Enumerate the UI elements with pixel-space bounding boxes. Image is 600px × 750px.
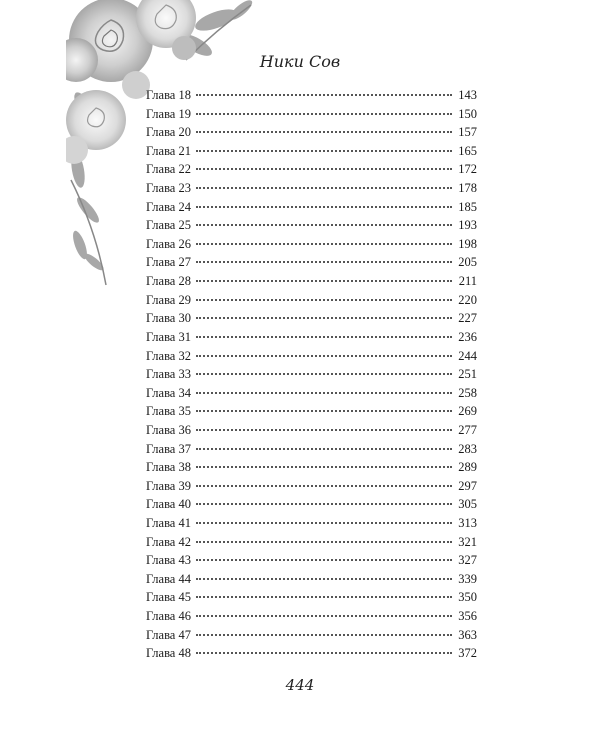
dot-leader — [196, 224, 452, 226]
dot-leader — [196, 317, 452, 319]
dot-leader — [196, 113, 452, 115]
toc-entry — [146, 328, 477, 347]
toc-entry-page: 185 — [458, 199, 477, 214]
toc-entry-label: Глава 46 — [146, 609, 191, 624]
toc-entry-label: Глава 47 — [146, 627, 191, 642]
toc-entry-label: Глава 39 — [146, 478, 191, 493]
dot-leader — [196, 336, 452, 338]
toc-entry-label: Глава 34 — [146, 385, 191, 400]
toc-entry — [146, 607, 477, 626]
toc-entry — [146, 347, 477, 366]
toc-entry-page: 356 — [458, 609, 477, 624]
dot-leader — [196, 261, 452, 263]
dot-leader — [196, 355, 452, 357]
toc-entry — [146, 384, 477, 403]
toc-entry-label: Глава 33 — [146, 367, 191, 382]
toc-entry-page: 277 — [458, 422, 477, 437]
dot-leader — [196, 299, 452, 301]
toc-entry-label: Глава 29 — [146, 292, 191, 307]
toc-entry-label: Глава 19 — [146, 106, 191, 121]
toc-entry-page: 165 — [458, 143, 477, 158]
toc-entry — [146, 533, 477, 552]
toc-entry — [146, 626, 477, 645]
dot-leader — [196, 373, 452, 375]
author-header: Ники Сов — [259, 52, 341, 71]
toc-entry — [146, 216, 477, 235]
toc-entry-label: Глава 40 — [146, 497, 191, 512]
toc-entry — [146, 291, 477, 310]
dot-leader — [196, 466, 452, 468]
dot-leader — [196, 243, 452, 245]
toc-entry-label: Глава 45 — [146, 590, 191, 605]
toc-entry-page: 372 — [458, 646, 477, 661]
toc-entry-label: Глава 48 — [146, 646, 191, 661]
dot-leader — [196, 187, 452, 189]
toc-entry-label: Глава 28 — [146, 274, 191, 289]
dot-leader — [196, 131, 452, 133]
toc-entry-page: 157 — [458, 125, 477, 140]
toc-entry — [146, 142, 477, 161]
dot-leader — [196, 596, 452, 598]
dot-leader — [196, 150, 452, 152]
toc-entry-label: Глава 21 — [146, 143, 191, 158]
toc-entry-page: 198 — [458, 236, 477, 251]
toc-entry — [146, 495, 477, 514]
toc-entry-label: Глава 18 — [146, 88, 191, 102]
toc-entry — [146, 253, 477, 272]
dot-leader — [196, 652, 452, 654]
toc-entry — [146, 365, 477, 384]
dot-leader — [196, 578, 452, 580]
toc-entry-page: 297 — [458, 478, 477, 493]
toc-entry — [146, 588, 477, 607]
dot-leader — [196, 615, 452, 617]
page-number: 444 — [285, 676, 315, 694]
toc-entry-page: 321 — [458, 534, 477, 549]
toc-entry — [146, 644, 477, 663]
dot-leader — [196, 94, 452, 96]
toc-entry — [146, 551, 477, 570]
toc-entry-label: Глава 32 — [146, 348, 191, 363]
toc-entry-page: 150 — [458, 106, 477, 121]
toc-entry-page: 289 — [458, 460, 477, 475]
toc-entry — [146, 179, 477, 198]
toc-entry-label: Глава 24 — [146, 199, 191, 214]
toc-entry — [146, 440, 477, 459]
toc-entry-label: Глава 36 — [146, 422, 191, 437]
toc-entry — [146, 421, 477, 440]
toc-entry-page: 313 — [458, 516, 477, 531]
toc-entry-label: Глава 42 — [146, 534, 191, 549]
dot-leader — [196, 634, 452, 636]
toc-entry-label: Глава 30 — [146, 311, 191, 326]
toc-entry-page: 220 — [458, 292, 477, 307]
toc-entry-label: Глава 27 — [146, 255, 191, 270]
toc-entry — [146, 477, 477, 496]
table-of-contents — [146, 86, 477, 663]
toc-entry-page: 258 — [458, 385, 477, 400]
dot-leader — [196, 559, 452, 561]
toc-entry — [146, 198, 477, 217]
toc-entry-label: Глава 31 — [146, 329, 191, 344]
toc-entry-page: 350 — [458, 590, 477, 605]
toc-entry-page: 244 — [458, 348, 477, 363]
toc-entry — [146, 123, 477, 142]
toc-entry-page: 172 — [458, 162, 477, 177]
toc-entry-page: 269 — [458, 404, 477, 419]
toc-entry — [146, 514, 477, 533]
dot-leader — [196, 410, 452, 412]
toc-entry-page: 363 — [458, 627, 477, 642]
toc-entry-page: 339 — [458, 571, 477, 586]
toc-entry-page: 227 — [458, 311, 477, 326]
toc-entry-label: Глава 26 — [146, 236, 191, 251]
toc-entry-page: 251 — [458, 367, 477, 382]
toc-entry-page: 211 — [458, 274, 477, 289]
toc-entry-label: Глава 20 — [146, 125, 191, 140]
toc-entry-page: 305 — [458, 497, 477, 512]
dot-leader — [196, 168, 452, 170]
toc-entry-label: Глава 43 — [146, 553, 191, 568]
toc-entry-label: Глава 41 — [146, 516, 191, 531]
toc-entry — [146, 402, 477, 421]
dot-leader — [196, 280, 452, 282]
toc-entry-label: Глава 25 — [146, 218, 191, 233]
dot-leader — [196, 485, 452, 487]
toc-entry-page: 193 — [458, 218, 477, 233]
dot-leader — [196, 448, 452, 450]
dot-leader — [196, 522, 452, 524]
toc-entry-label: Глава 23 — [146, 181, 191, 196]
toc-entry — [146, 86, 477, 105]
toc-entry — [146, 160, 477, 179]
toc-entry-page: 327 — [458, 553, 477, 568]
toc-entry — [146, 570, 477, 589]
toc-entry-page: 236 — [458, 329, 477, 344]
dot-leader — [196, 206, 452, 208]
dot-leader — [196, 541, 452, 543]
toc-entry-label: Глава 37 — [146, 441, 191, 456]
toc-entry — [146, 309, 477, 328]
toc-entry — [146, 105, 477, 124]
toc-entry — [146, 272, 477, 291]
dot-leader — [196, 392, 452, 394]
toc-entry-label: Глава 44 — [146, 571, 191, 586]
toc-entry-label: Глава 35 — [146, 404, 191, 419]
toc-entry-page: 283 — [458, 441, 477, 456]
dot-leader — [196, 503, 452, 505]
toc-entry-page: 205 — [458, 255, 477, 270]
toc-entry-page: 143 — [458, 88, 477, 102]
toc-entry — [146, 235, 477, 254]
toc-entry-label: Глава 22 — [146, 162, 191, 177]
dot-leader — [196, 429, 452, 431]
toc-entry-page: 178 — [458, 181, 477, 196]
toc-entry — [146, 458, 477, 477]
toc-entry-label: Глава 38 — [146, 460, 191, 475]
